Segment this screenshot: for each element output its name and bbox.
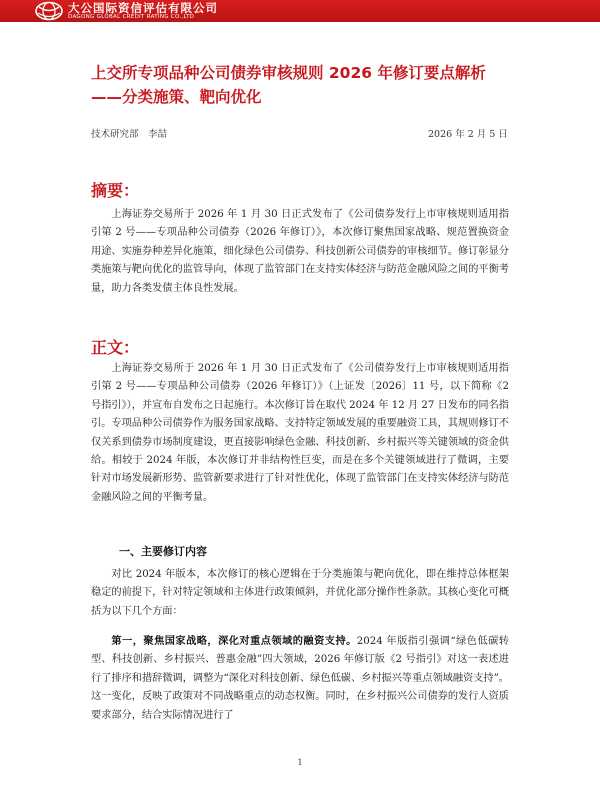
date-line: 2026 年 2 月 5 日 [428, 129, 508, 140]
abstract-body: 上海证券交易所于 2026 年 1 月 30 日正式发布了《公司债券发行上市审核规则适用指引第 2 号——专项品种公司债券（2026 年修订）》，本次修订聚焦国家战略、规范置换资金用途、实施券种差异化施策，细化绿色公司债券、科技创新公司债券的审核细节。修订彰显分类施策与靶向优化的监管导向，体现了监管部门在支持实体经济与防范金融风险之间的平衡考量，助力各类发债主体良性发展。 [91, 209, 509, 294]
author-line: 技术研究部 李喆 [91, 129, 168, 140]
dagong-logo-icon [34, 1, 64, 21]
title-line-1: 上交所专项品种公司债券审核规则 2026 年修订要点解析 [91, 64, 486, 82]
para-3-lead: 第一，聚焦国家战略，深化对重点领域的融资支持。 [111, 635, 357, 647]
main-para-3 [91, 632, 509, 725]
title-line-2: ——分类施策、靶向优化 [91, 88, 262, 106]
org-name-en: DAGONG GLOBAL CREDIT RATING CO.,LTD [68, 14, 195, 20]
main-heading: 正文： [91, 338, 140, 357]
org-name-cn: 大公国际资信评估有限公司 [68, 1, 218, 15]
section-subheading: 一、主要修订内容 [119, 545, 207, 558]
main-para-2: 对比 2024 年版本，本次修订的核心逻辑在于分类施策与靶向优化，即在维持总体框架稳定的前提下，针对特定领域和主体进行政策倾斜，并优化部分操作性条款。其核心变化可概括为以下几个方面： [91, 569, 509, 617]
document-title [91, 61, 551, 109]
main-body: 上海证券交易所于 2026 年 1 月 30 日正式发布了《公司债券发行上市审核规则适用指引第 2 号——专项品种公司债券（2026 年修订）》（上证发〔2026〕11 号，以下简称《2 号指引》），并宣布自发布之日起施行。本次修订旨在取代 2024 年 12 月 27 日发布的同名指引。专项品种公司债券作为服务国家战略、支持特定领域发展的重要融资工具，其规则修订不仅关系到债券市场制度建设，更直接影响绿色金融、科技创新、乡村振兴等关键领域的资金供给。相较于 2024 年版，本次修订并非结构性巨变，而是在多个关键领域进行了微调，主要针对市场发展新形势、监管新要求进行了针对性优化，体现了监管部门在支持实体经济与防范金融风险之间的平衡考量。 [91, 363, 509, 503]
page-header [0, 0, 600, 30]
abstract-heading: 摘要： [91, 181, 140, 200]
page-number: 1 [297, 758, 303, 767]
para-3-rest: 2024 年版指引强调“绿色低碳转型、科技创新、乡村振兴、普惠金融”四大领域，2026 年修订版《2 号指引》对这一表述进行了排序和措辞微调，调整为“深化对科技创新、绿色低碳、乡村振兴等重点领域融资支持”。这一变化，反映了政策对不同战略重点的动态权衡。同时，在乡村振兴公司债券的发行人资质要求部分，结合实际情况进行了 [91, 636, 509, 721]
brand-block [68, 2, 218, 21]
